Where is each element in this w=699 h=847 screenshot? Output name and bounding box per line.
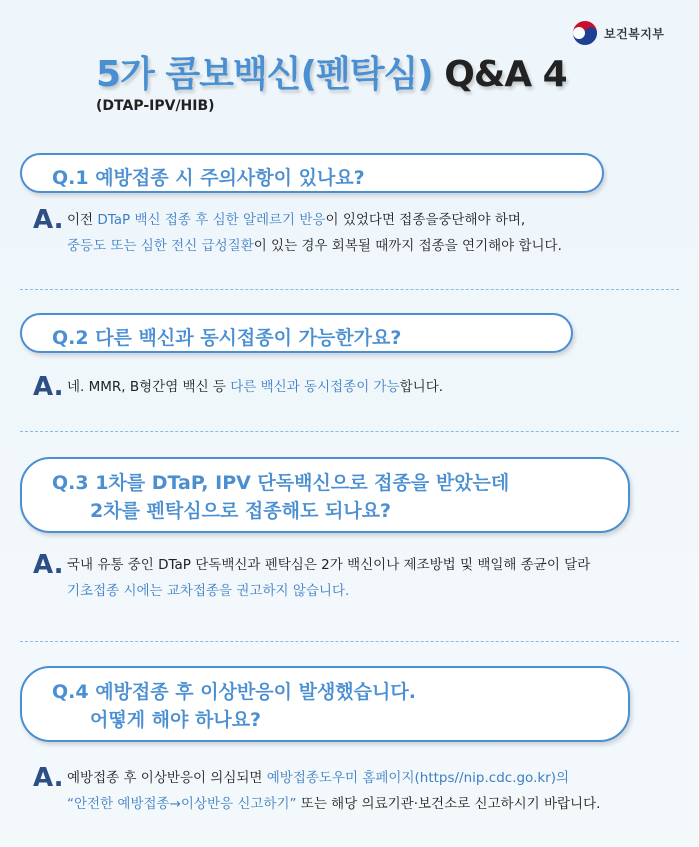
question-line: Q.3 1차를 DTaP, IPV 단독백신으로 접종을 받았는데	[52, 472, 510, 494]
question-line: Q.2 다른 백신과 동시접종이 가능한가요?	[52, 327, 402, 349]
answer-segment: 국내 유통 중인 DTaP 단독백신과 펜탁심은 2가 백신이나 제조방법 및 백일해 종균이 달라	[67, 557, 591, 573]
question-1	[20, 153, 604, 193]
answer-2	[33, 374, 443, 400]
answer-4	[33, 765, 600, 817]
answer-line	[67, 374, 443, 400]
answer-marker: A.	[33, 763, 64, 793]
answer-highlight: “안전한 예방접종→이상반응 신고하기”	[67, 796, 297, 812]
answer-highlight: 중등도 또는 심한 전신 급성질환	[67, 238, 254, 254]
answer-segment: 예방접종 후 이상반응이 의심되면	[67, 770, 267, 786]
answer-highlight: 예방접종도우미 홈페이지(https//nip.cdc.go.kr)의	[266, 770, 570, 786]
ministry-logo	[572, 20, 664, 46]
page-title	[96, 46, 567, 97]
answer-segment: 또는 해당 의료기관·보건소로 신고하시기 바랍니다.	[296, 796, 601, 812]
answer-text	[67, 374, 443, 400]
answer-segment: 합니다.	[399, 379, 444, 395]
answer-segment: 이전	[67, 212, 98, 228]
answer-segment: 네. MMR, B형간염 백신 등	[67, 379, 231, 395]
question-line: Q.4 예방접종 후 이상반응이 발생했습니다.	[52, 681, 416, 703]
answer-marker: A.	[33, 205, 64, 235]
answer-text	[67, 552, 590, 604]
answer-line	[67, 233, 562, 259]
title-main: 5가 콤보백신(펜탁심)	[96, 54, 433, 95]
question-3	[20, 457, 630, 533]
taegeuk-icon	[572, 20, 598, 46]
page-subtitle: (DTAP-IPV/HIB)	[96, 98, 215, 114]
section-divider	[20, 431, 679, 432]
answer-3	[33, 552, 590, 604]
answer-marker: A.	[33, 550, 64, 580]
answer-marker: A.	[33, 372, 64, 402]
answer-segment: 이 있었다면 접종을중단해야 하며,	[325, 212, 526, 228]
answer-line	[67, 207, 562, 233]
answer-text	[67, 765, 600, 817]
answer-segment: 이 있는 경우 회복될 때까지 접종을 연기해야 합니다.	[253, 238, 562, 254]
title-qa: Q&A 4	[444, 54, 567, 95]
answer-text	[67, 207, 562, 259]
question-line: Q.1 예방접종 시 주의사항이 있나요?	[52, 167, 365, 189]
answer-line	[67, 578, 590, 604]
ministry-name: 보건복지부	[604, 26, 665, 41]
answer-1	[33, 207, 562, 259]
answer-highlight: 다른 백신과 동시접종이 가능	[230, 379, 400, 395]
answer-highlight: 기초접종 시에는 교차접종을 권고하지 않습니다.	[67, 583, 350, 599]
section-divider	[20, 289, 679, 290]
answer-highlight: DTaP 백신 접종 후 심한 알레르기 반응	[97, 212, 326, 228]
question-4	[20, 666, 630, 742]
answer-line	[67, 765, 600, 791]
answer-line	[67, 791, 600, 817]
question-line: 어떻게 해야 하나요?	[90, 709, 262, 731]
question-line: 2차를 펜탁심으로 접종해도 되나요?	[90, 500, 392, 522]
section-divider	[20, 641, 679, 642]
question-2	[20, 313, 573, 353]
answer-line	[67, 552, 590, 578]
